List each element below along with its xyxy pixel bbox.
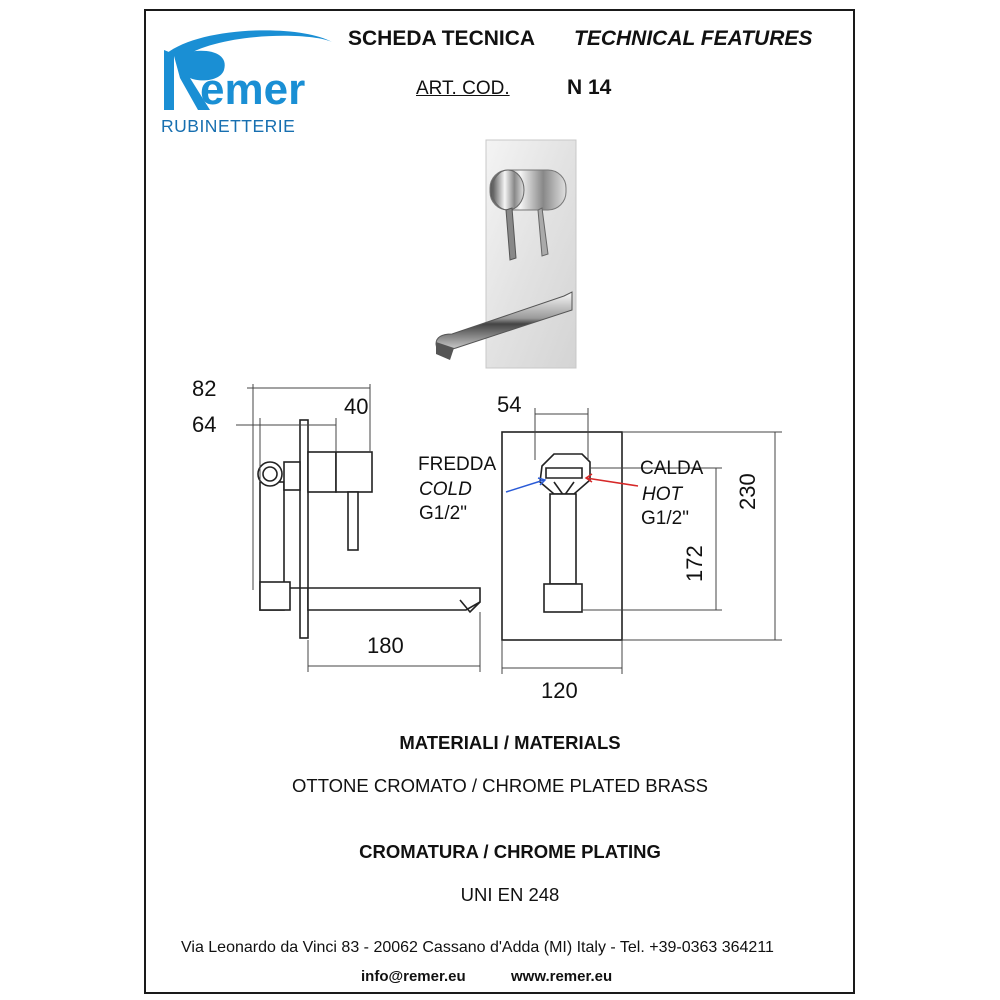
footer-email[interactable]: info@remer.eu <box>361 968 466 985</box>
plating-value: UNI EN 248 <box>460 884 560 905</box>
dim-230: 230 <box>735 473 760 510</box>
cold-size: G1/2" <box>419 503 467 524</box>
logo-subtitle: RUBINETTERIE <box>161 116 296 136</box>
dim-120: 120 <box>541 678 578 703</box>
dim-54: 54 <box>497 392 522 417</box>
dim-64: 64 <box>192 412 217 437</box>
dim-172: 172 <box>682 545 707 582</box>
drawing-canvas <box>150 370 850 705</box>
materials-title: MATERIALI / MATERIALS <box>399 732 621 753</box>
dim-40: 40 <box>344 394 369 419</box>
product-image <box>430 138 580 370</box>
dim-180: 180 <box>367 633 404 658</box>
faucet-render <box>430 138 580 370</box>
cold-label-en: COLD <box>419 479 472 500</box>
footer-address: Via Leonardo da Vinci 83 - 20062 Cassano d'Adda (MI) Italy - Tel. +39-0363 364211 <box>181 939 774 956</box>
technical-drawing <box>150 370 850 705</box>
svg-text:emer: emer <box>200 65 306 114</box>
plating-title: CROMATURA / CHROME PLATING <box>359 841 661 862</box>
hot-label-en: HOT <box>642 484 683 505</box>
materials-value: OTTONE CROMATO / CHROME PLATED BRASS <box>292 775 708 796</box>
cold-label-it: FREDDA <box>418 454 497 475</box>
art-cod-value: N 14 <box>567 76 612 99</box>
title-italian: SCHEDA TECNICA <box>348 27 536 50</box>
hot-size: G1/2" <box>641 508 689 529</box>
footer-website[interactable]: www.remer.eu <box>511 968 613 985</box>
art-cod-label: ART. COD. <box>416 78 510 99</box>
title-english: TECHNICAL FEATURES <box>574 27 813 50</box>
hot-label-it: CALDA <box>640 458 704 479</box>
dim-82: 82 <box>192 376 217 401</box>
